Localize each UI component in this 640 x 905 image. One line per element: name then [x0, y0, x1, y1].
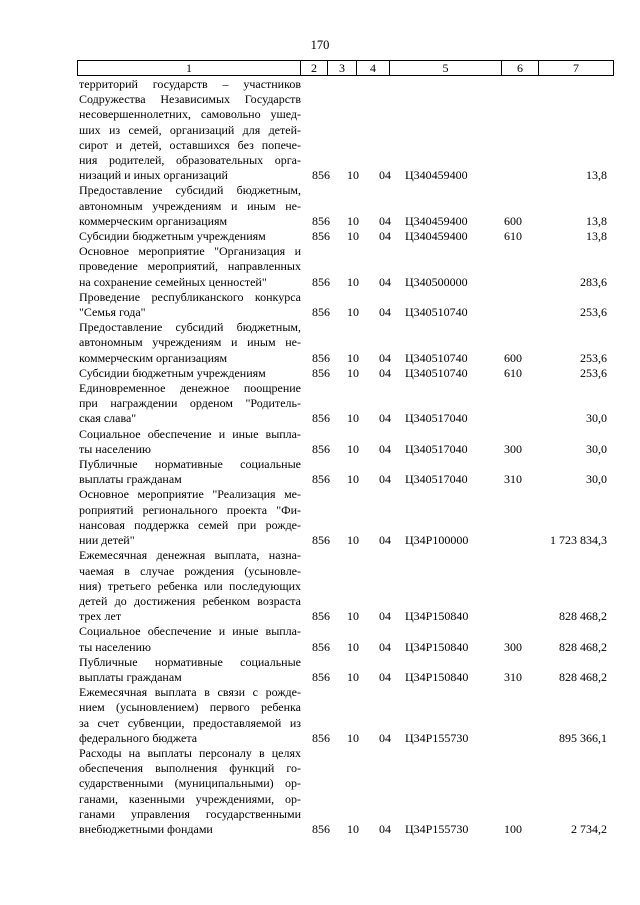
cell-expense-type: 100	[504, 821, 522, 836]
cell-gr-code: 856	[312, 441, 330, 456]
description-line: Единовременное денежное поощрение	[79, 381, 301, 396]
description-line: Содружества Независимых Государств	[79, 92, 301, 107]
row-description	[77, 183, 301, 229]
cell-amount: 30,0	[586, 411, 607, 426]
table-row	[77, 229, 610, 244]
table-row	[77, 624, 610, 654]
cell-section: 10	[347, 669, 359, 684]
description-line: при награждении орденом "Родитель-	[79, 396, 301, 411]
cell-target-article: Ц34Р150840	[405, 669, 469, 684]
cell-target-article: Ц340517040	[405, 411, 468, 426]
cell-amount: 283,6	[580, 274, 607, 289]
cell-gr-code: 856	[312, 730, 330, 745]
description-line: Субсидии бюджетным учреждениям	[79, 229, 266, 244]
cell-amount: 253,6	[580, 365, 607, 380]
cell-amount: 13,8	[586, 213, 607, 228]
cell-gr-code: 856	[312, 229, 330, 244]
cell-subsection: 04	[379, 639, 391, 654]
row-description	[77, 229, 301, 244]
cell-section: 10	[347, 411, 359, 426]
cell-expense-type: 600	[504, 213, 522, 228]
description-line: автономным учреждениям и иным не-	[79, 198, 301, 213]
description-line: Социальное обеспечение и иные выпла-	[79, 624, 301, 639]
cell-section: 10	[347, 305, 359, 320]
cell-target-article: Ц340517040	[405, 472, 468, 487]
description-line: детей до достижения ребенком возраста	[79, 593, 301, 608]
row-description	[77, 427, 301, 457]
description-line: ния) третьего ребенка или последующих	[79, 578, 301, 593]
description-line: Ежемесячная выплата в связи с рожде-	[79, 685, 301, 700]
table-row	[77, 487, 610, 548]
description-line: федерального бюджета	[79, 730, 198, 745]
description-line: низаций и иных организаций	[79, 168, 228, 183]
cell-section: 10	[347, 229, 359, 244]
description-line: коммерческим организациям	[79, 213, 228, 228]
header-col-5: 5	[390, 61, 502, 76]
cell-target-article: Ц340510740	[405, 350, 468, 365]
cell-expense-type: 300	[504, 639, 522, 654]
header-col-4: 4	[357, 61, 390, 76]
row-description	[77, 624, 301, 654]
budget-rows	[77, 77, 610, 837]
table-row	[77, 381, 610, 427]
cell-subsection: 04	[379, 472, 391, 487]
description-line: сударственными (муниципальными) ор-	[79, 776, 301, 791]
description-line: Основное мероприятие "Организация и	[79, 244, 301, 259]
cell-gr-code: 856	[312, 168, 330, 183]
header-col-3: 3	[328, 61, 357, 76]
description-line: несовершеннолетних, самовольно ушед-	[79, 107, 301, 122]
cell-subsection: 04	[379, 229, 391, 244]
description-line: Субсидии бюджетным учреждениям	[79, 365, 266, 380]
cell-gr-code: 856	[312, 609, 330, 624]
description-line: внебюджетными фондами	[79, 821, 213, 836]
table-row	[77, 427, 610, 457]
page-number: 170	[310, 38, 330, 52]
cell-subsection: 04	[379, 305, 391, 320]
table-row	[77, 685, 610, 746]
description-line: ганами управления государственными	[79, 806, 301, 821]
cell-subsection: 04	[379, 411, 391, 426]
cell-section: 10	[347, 213, 359, 228]
header-col-2: 2	[301, 61, 328, 76]
cell-gr-code: 856	[312, 821, 330, 836]
cell-amount: 253,6	[580, 350, 607, 365]
description-line: Предоставление субсидий бюджетным,	[79, 183, 301, 198]
row-description	[77, 548, 301, 624]
cell-gr-code: 856	[312, 472, 330, 487]
table-row	[77, 655, 610, 685]
cell-target-article: Ц340500000	[405, 274, 468, 289]
cell-subsection: 04	[379, 441, 391, 456]
description-line: ния родителей, образовательных орга-	[79, 153, 301, 168]
table-row	[77, 366, 610, 381]
cell-section: 10	[347, 441, 359, 456]
description-line: ты населению	[79, 441, 151, 456]
description-line: Основное мероприятие "Реализация ме-	[79, 487, 301, 502]
row-description	[77, 457, 301, 487]
cell-amount: 2 734,2	[571, 821, 607, 836]
description-line: Ежемесячная денежная выплата, назна-	[79, 548, 301, 563]
cell-subsection: 04	[379, 350, 391, 365]
cell-target-article: Ц340459400	[405, 213, 468, 228]
cell-gr-code: 856	[312, 533, 330, 548]
description-line: чаемая в случае рождения (усыновле-	[79, 563, 301, 578]
cell-gr-code: 856	[312, 669, 330, 684]
row-description	[77, 655, 301, 685]
cell-amount: 828 468,2	[559, 609, 607, 624]
description-line: ская слава"	[79, 411, 137, 426]
cell-subsection: 04	[379, 213, 391, 228]
column-header-row	[78, 61, 614, 76]
cell-target-article: Ц34Р155730	[405, 730, 469, 745]
cell-subsection: 04	[379, 168, 391, 183]
cell-gr-code: 856	[312, 365, 330, 380]
cell-amount: 13,8	[586, 229, 607, 244]
cell-gr-code: 856	[312, 350, 330, 365]
cell-subsection: 04	[379, 274, 391, 289]
table-row	[77, 746, 610, 837]
cell-gr-code: 856	[312, 411, 330, 426]
cell-section: 10	[347, 609, 359, 624]
cell-expense-type: 310	[504, 472, 522, 487]
cell-amount: 828 468,2	[559, 669, 607, 684]
cell-amount: 828 468,2	[559, 639, 607, 654]
cell-target-article: Ц340459400	[405, 168, 468, 183]
cell-gr-code: 856	[312, 213, 330, 228]
cell-section: 10	[347, 274, 359, 289]
description-line: автономным учреждениям и иным не-	[79, 335, 301, 350]
cell-section: 10	[347, 533, 359, 548]
cell-section: 10	[347, 168, 359, 183]
description-line: роприятий регионального проекта "Фи-	[79, 502, 301, 517]
table-row	[77, 77, 610, 183]
cell-subsection: 04	[379, 730, 391, 745]
row-description	[77, 746, 301, 837]
cell-target-article: Ц34Р155730	[405, 821, 469, 836]
cell-expense-type: 600	[504, 350, 522, 365]
description-line: коммерческим организациям	[79, 350, 228, 365]
description-line: сирот и детей, оставшихся без попече-	[79, 137, 301, 152]
header-col-1: 1	[78, 61, 301, 76]
cell-target-article: Ц340510740	[405, 305, 468, 320]
description-line: Проведение республиканского конкурса	[79, 289, 301, 304]
description-line: территорий государств – участников	[79, 77, 301, 91]
row-description	[77, 366, 301, 381]
header-col-6: 6	[502, 61, 539, 76]
cell-gr-code: 856	[312, 639, 330, 654]
row-description	[77, 320, 301, 366]
cell-expense-type: 610	[504, 229, 522, 244]
row-description	[77, 381, 301, 427]
table-row	[77, 320, 610, 366]
cell-target-article: Ц34Р100000	[405, 533, 469, 548]
cell-subsection: 04	[379, 609, 391, 624]
cell-section: 10	[347, 365, 359, 380]
cell-gr-code: 856	[312, 305, 330, 320]
description-line: обеспечения выполнения функций го-	[79, 761, 301, 776]
description-line: Расходы на выплаты персоналу в целях	[79, 745, 301, 760]
cell-amount: 895 366,1	[559, 730, 607, 745]
cell-target-article: Ц34Р150840	[405, 609, 469, 624]
description-line: "Семья года"	[79, 305, 146, 320]
cell-amount: 30,0	[586, 441, 607, 456]
cell-expense-type: 610	[504, 365, 522, 380]
cell-section: 10	[347, 821, 359, 836]
table-row	[77, 457, 610, 487]
table-row	[77, 183, 610, 229]
row-description	[77, 487, 301, 548]
header-col-7: 7	[539, 61, 614, 76]
row-description	[77, 290, 301, 320]
cell-expense-type: 310	[504, 669, 522, 684]
description-line: нансовая поддержка семей при рожде-	[79, 517, 301, 532]
description-line: Предоставление субсидий бюджетным,	[79, 320, 301, 335]
cell-section: 10	[347, 730, 359, 745]
cell-target-article: Ц340517040	[405, 441, 468, 456]
cell-target-article: Ц340459400	[405, 229, 468, 244]
cell-amount: 253,6	[580, 305, 607, 320]
table-row	[77, 548, 610, 624]
description-line: ших из семей, организаций для детей-	[79, 122, 301, 137]
description-line: трех лет	[79, 609, 122, 624]
description-line: на сохранение семейных ценностей"	[79, 274, 267, 289]
description-line: нии детей"	[79, 533, 135, 548]
description-line: проведение мероприятий, направленных	[79, 259, 301, 274]
cell-subsection: 04	[379, 669, 391, 684]
description-line: ганами, казенными учреждениями, ор-	[79, 791, 301, 806]
description-line: выплаты гражданам	[79, 669, 182, 684]
row-description	[77, 685, 301, 746]
cell-target-article: Ц34Р150840	[405, 639, 469, 654]
cell-section: 10	[347, 350, 359, 365]
cell-expense-type: 300	[504, 441, 522, 456]
column-header-table	[77, 60, 614, 76]
description-line: ты населению	[79, 639, 151, 654]
description-line: нием (усыновлением) первого ребенка	[79, 700, 301, 715]
cell-subsection: 04	[379, 365, 391, 380]
description-line: Публичные нормативные социальные	[79, 457, 301, 472]
description-line: Публичные нормативные социальные	[79, 654, 301, 669]
description-line: Социальное обеспечение и иные выпла-	[79, 426, 301, 441]
cell-amount: 30,0	[586, 472, 607, 487]
row-description	[77, 244, 301, 290]
table-row	[77, 290, 610, 320]
cell-subsection: 04	[379, 533, 391, 548]
cell-amount: 13,8	[586, 168, 607, 183]
table-row	[77, 244, 610, 290]
row-description	[77, 77, 301, 183]
cell-section: 10	[347, 639, 359, 654]
description-line: за счет субвенции, предоставляемой из	[79, 715, 301, 730]
cell-target-article: Ц340510740	[405, 365, 468, 380]
cell-subsection: 04	[379, 821, 391, 836]
description-line: выплаты гражданам	[79, 472, 182, 487]
cell-section: 10	[347, 472, 359, 487]
cell-amount: 1 723 834,3	[550, 533, 607, 548]
cell-gr-code: 856	[312, 274, 330, 289]
